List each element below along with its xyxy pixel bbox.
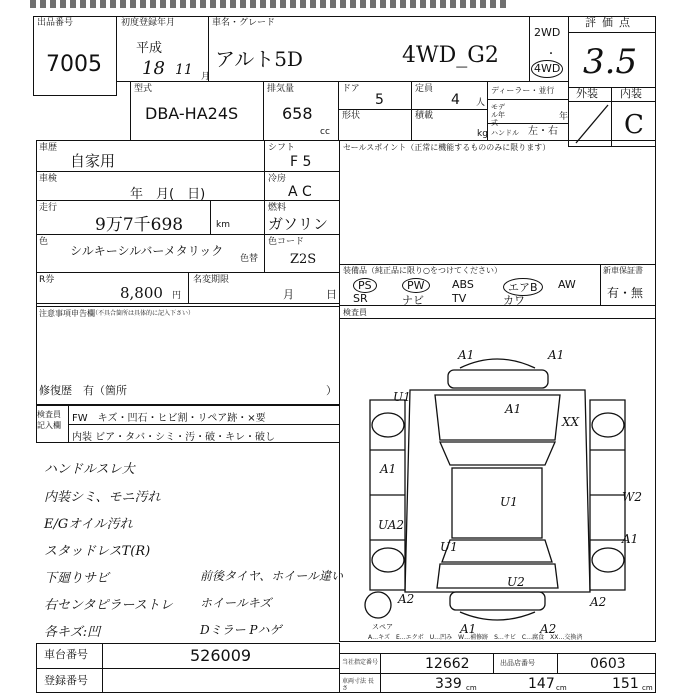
score-value: 3.5 (583, 42, 638, 82)
expiry-label: 名変期限 (193, 275, 230, 285)
drive-dot: ・ (546, 49, 556, 60)
auction-value: 12662 (425, 656, 470, 672)
color-label: 色 (39, 237, 49, 247)
interior-label: 内装 (620, 87, 642, 100)
repair-history: 修復歴 有（箇所 (39, 384, 127, 397)
inspection: 年 月( 日) (130, 187, 206, 202)
mileage-label: 走行 (39, 203, 58, 213)
handwritten-note-left-6: 各キズ:凹 (44, 625, 101, 640)
lot-number: 7005 (46, 52, 102, 77)
height-value: 151 (612, 676, 639, 692)
handwritten-note-right-2: Dミラー Pハゲ (200, 623, 282, 637)
grade: 4WD_G2 (402, 43, 499, 68)
displacement-label: 排気量 (267, 84, 295, 94)
equipment-item-b-0: SR (353, 292, 368, 305)
equipment-item-a-4: AW (558, 278, 576, 291)
top-strip (30, 0, 510, 8)
drive-4wd: 4WD (531, 60, 563, 78)
damage-mark-5: A1 (380, 462, 397, 476)
exterior-slash (572, 103, 610, 145)
damage-mark-6: W2 (622, 490, 642, 504)
handle-value: 左・右 (528, 126, 558, 137)
sales-point-box (339, 140, 656, 265)
damage-mark-12: A2 (398, 592, 415, 606)
fuel: ガソリン (268, 215, 329, 233)
month-unit: 月 (201, 72, 211, 82)
width-value: 147 (528, 676, 555, 692)
seller-value: 0603 (590, 656, 626, 672)
handwritten-note-left-5: 右センタピラーストレ (44, 598, 173, 613)
tax-label: R券 (39, 275, 55, 285)
expiry-month: 月 (283, 288, 294, 301)
capacity: 4 (451, 92, 460, 108)
color-code-label: 色コード (268, 237, 305, 247)
repair-close: ） (326, 384, 337, 397)
handwritten-note-left-1: 内装シミ、モニ汚れ (44, 490, 161, 505)
registration-label: 登録番号 (44, 674, 88, 687)
kg-unit: kg (477, 129, 488, 139)
damage-mark-7: U1 (500, 495, 518, 509)
damage-mark-14: A1 (460, 622, 477, 636)
handwritten-note-left-2: E/Gオイル汚れ (44, 517, 133, 532)
tax-amount: 8,800 (120, 284, 163, 302)
damage-mark-0: A1 (458, 348, 475, 362)
manual-value: 有・無 (607, 286, 644, 300)
interior-line: 内装 ビア・タバ・シミ・汚・破・キレ・破し (72, 432, 275, 443)
damage-mark-13: A2 (590, 595, 607, 609)
capacity-label: 定員 (415, 84, 434, 94)
usage: 自家用 (70, 152, 116, 170)
type-code: DBA-HA24S (145, 104, 239, 123)
damage-mark-9: U1 (440, 540, 458, 554)
width-unit: cm (556, 684, 567, 692)
doors: 5 (375, 92, 384, 108)
height-unit: cm (642, 684, 653, 692)
equipment-label: 装備品（純正品に限り○をつけてください） (343, 266, 502, 275)
seller-label: 出品店番号 (500, 659, 535, 667)
notes-label: 注意事項申告欄 (39, 309, 95, 318)
type-label: 型式 (134, 84, 153, 94)
damage-mark-10: A1 (622, 532, 639, 546)
shift: F 5 (290, 154, 312, 170)
equipment-item-a-1: PW (402, 278, 430, 293)
cc-unit: cc (320, 127, 330, 137)
damage-mark-3: A1 (505, 402, 522, 416)
shape-label: 形状 (342, 111, 361, 121)
diagram-legend: A…キズ E…エクボ U…凹み W…補修跡 S…サビ C…腐食 XX…交換済 (368, 634, 583, 641)
km-unit: km (216, 220, 230, 230)
color-code: Z2S (290, 252, 317, 267)
equipment-item-a-0: PS (353, 278, 377, 293)
damage-mark-1: A1 (548, 348, 565, 362)
length-value: 339 (435, 676, 462, 692)
era: 平成 (136, 41, 163, 56)
lot-label: 出品番号 (37, 18, 74, 28)
fuel-label: 燃料 (268, 203, 287, 213)
ac: A C (288, 184, 312, 200)
doors-label: ドア (342, 84, 360, 94)
usage-label: 車歴 (39, 143, 58, 153)
spare-label: スペア (372, 623, 393, 631)
diagram-label: 検査員 (343, 308, 367, 317)
load-label: 積載 (415, 111, 434, 121)
expiry-day: 日 (326, 288, 337, 301)
color: シルキーシルバーメタリック (70, 244, 224, 258)
equipment-item-b-3: カワ (503, 294, 525, 307)
mileage: 9万7千698 (95, 215, 184, 235)
score-label: 評価点 (585, 16, 636, 29)
handwritten-note-right-0: 前後タイヤ、ホイール違い (200, 569, 344, 583)
handwritten-note-right-1: ホイールキズ (200, 596, 272, 610)
interior-grade: C (624, 110, 644, 140)
shift-label: シフト (268, 143, 296, 153)
reg-year: 18 (142, 58, 165, 79)
recolor-label: 色替 (240, 254, 259, 264)
exterior-line: FW キズ・凹石・ヒビ割・リペア跡・×要 (72, 413, 266, 424)
damage-mark-15: A2 (540, 622, 557, 636)
manual-label: 新車保証書 (603, 266, 643, 275)
inspector-label: 検査員記入欄 (37, 410, 61, 430)
model-name: アルト5D (215, 47, 303, 71)
handle-label: ハンドル (491, 129, 519, 137)
inspection-label: 車検 (39, 174, 58, 184)
damage-mark-11: U2 (507, 575, 525, 589)
reg-month: 11 (175, 62, 193, 78)
length-unit: cm (466, 684, 477, 692)
model-label: 車名・グレード (212, 18, 276, 28)
length-label: 車両寸法 長さ (342, 678, 374, 692)
persons-unit: 人 (476, 98, 486, 108)
damage-mark-4: XX (562, 415, 580, 429)
year-unit: 年 (559, 112, 569, 122)
equipment-item-b-1: ナビ (402, 294, 424, 307)
auction-label: 当社指定番号 (342, 659, 379, 666)
notes-sublabel: （不具合箇所は具体的に記入下さい） (92, 310, 195, 317)
ac-label: 冷房 (268, 174, 287, 184)
sales-point-label: セールスポイント（正常に機能するもののみに限ります） (343, 143, 551, 152)
handwritten-note-left-4: 下廻りサビ (44, 571, 110, 586)
displacement: 658 (282, 104, 313, 123)
dealer-label: ディーラー・並行 (491, 86, 555, 95)
first-reg-label: 初度登録年月 (121, 18, 176, 28)
equipment-item-a-2: ABS (452, 278, 474, 291)
damage-mark-2: U1 (393, 390, 411, 404)
car-diagram (340, 330, 655, 630)
handwritten-note-left-3: スタッドレスT(R) (44, 544, 151, 559)
yen-unit: 円 (172, 291, 182, 301)
equipment-item-a-3: エアB (503, 278, 543, 296)
chassis-number: 526009 (190, 646, 252, 665)
model-year-label: モデル年式 (491, 103, 505, 127)
handwritten-note-left-0: ハンドルスレ大 (44, 462, 135, 477)
drive-2wd: 2WD (534, 26, 561, 39)
exterior-label: 外装 (576, 87, 598, 100)
equipment-item-b-2: TV (452, 292, 467, 305)
chassis-label: 車台番号 (44, 648, 88, 661)
damage-mark-8: UA2 (378, 518, 405, 532)
